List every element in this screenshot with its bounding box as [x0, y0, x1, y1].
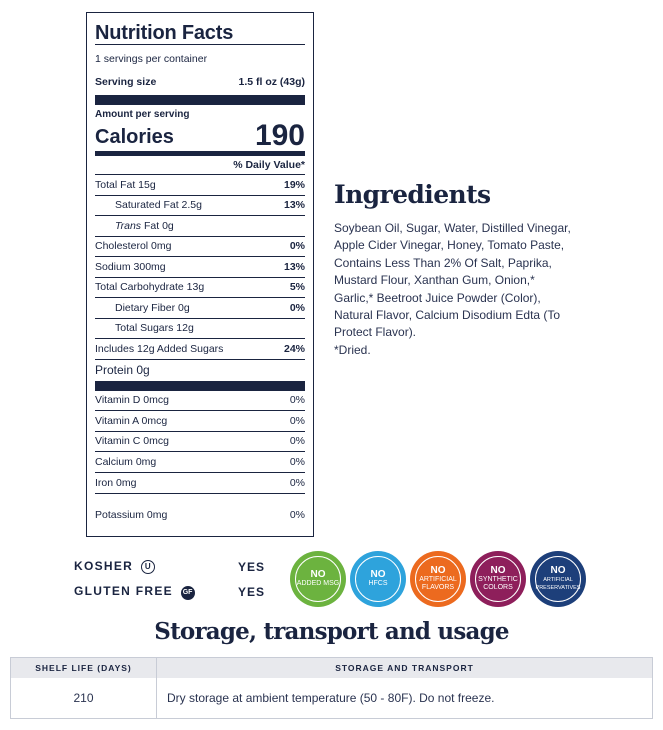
nutrient-label: Sodium 300mg: [95, 260, 166, 273]
nutrient-dv: 19%: [283, 178, 305, 191]
ingredients-note: *Dried.: [334, 342, 371, 357]
vitamin-label: Vitamin D 0mcg: [95, 394, 169, 407]
nutrient-row-total-fat: [95, 175, 305, 196]
calories-value: 190: [254, 119, 305, 152]
nutrient-row-trans-fat: [95, 216, 305, 237]
badge-no-artificial-flavors: [410, 551, 466, 607]
vitamin-dv: 0%: [289, 394, 305, 407]
ingredients-list: Soybean Oil, Sugar, Water, Distilled Vinegar, Apple Cider Vinegar, Honey, Tomato Paste, Contains Less Than 2% Of Salt, Paprika, Mustard Flour, Xanthan Gum, Onion,* Garlic,* Beetroot Juice Powder (Color), Natural Flavor, Calcium Disodium Edta (To Protect Flavor).: [334, 221, 571, 340]
nutrient-row-protein: [95, 360, 305, 381]
nutrient-dv: 0%: [289, 301, 305, 314]
nutrition-facts-panel: [86, 12, 314, 537]
badge-top: NO: [550, 565, 566, 576]
serving-size-value: 1.5 fl oz (43g): [238, 76, 305, 88]
vitamin-label: Vitamin C 0mcg: [95, 435, 169, 448]
nutrient-row-total-sugars: [95, 319, 305, 340]
vitamin-row-c: [95, 432, 305, 453]
badge-sub: ARTIFICIAL FLAVORS: [419, 576, 457, 591]
gluten-free-icon: GF: [181, 586, 195, 600]
badge-sub: SYNTHETIC COLORS: [478, 576, 518, 591]
gluten-free-label: [74, 584, 195, 600]
nutrient-label: Saturated Fat 2.5g: [115, 199, 202, 212]
mineral-label: Potassium 0mg: [95, 508, 168, 521]
nutrient-label: Total Sugars 12g: [115, 322, 194, 335]
badge-no-synthetic-colors: [470, 551, 526, 607]
calories-label: Calories: [95, 126, 174, 148]
nutrient-dv: 0%: [289, 240, 305, 253]
mineral-row-iron: [95, 473, 305, 494]
ingredients-text: [334, 220, 574, 359]
amount-per-serving: Amount per serving: [95, 109, 190, 120]
nutrient-label: [115, 220, 174, 232]
badge-no-hfcs: [350, 551, 406, 607]
kosher-value: YES: [238, 560, 266, 574]
nutrient-row-added-sugars: [95, 339, 305, 360]
nutrient-dv: 13%: [283, 260, 305, 273]
serving-size-label: Serving size: [95, 76, 157, 88]
trans-fat-label: Fat 0g: [141, 219, 174, 232]
table-row: [11, 678, 652, 718]
vitamin-row-d: [95, 391, 305, 412]
nutrient-label: Total Carbohydrate 13g: [95, 281, 205, 294]
kosher-u-icon: U: [141, 560, 155, 574]
protein-label: Protein 0g: [95, 363, 150, 377]
mineral-row-potassium: [95, 494, 305, 528]
mineral-dv: 0%: [289, 476, 305, 489]
mineral-row-calcium: [95, 452, 305, 473]
shelf-life-value: 210: [11, 678, 157, 718]
badge-no-artificial-preservatives: [530, 551, 586, 607]
nutrient-dv: 13%: [283, 199, 305, 212]
badge-top: NO: [310, 569, 326, 580]
nutrition-title: Nutrition Facts: [95, 22, 234, 44]
nutrient-row-saturated-fat: [95, 196, 305, 217]
badge-top: NO: [370, 569, 386, 580]
gluten-free-value: YES: [238, 585, 266, 599]
ingredients-title: Ingredients: [334, 180, 491, 209]
vitamin-dv: 0%: [289, 414, 305, 427]
mineral-dv: 0%: [289, 455, 305, 468]
gluten-free-text: GLUTEN FREE: [74, 584, 173, 598]
badge-top: NO: [490, 565, 506, 576]
storage-value: Dry storage at ambient temperature (50 - 80F). Do not freeze.: [167, 691, 495, 705]
daily-value-header: % Daily Value*: [95, 156, 305, 175]
storage-title: Storage, transport and usage: [154, 618, 509, 645]
badge-top: NO: [430, 565, 446, 576]
nutrient-label: Total Fat 15g: [95, 178, 156, 191]
mineral-label: Iron 0mg: [95, 476, 137, 489]
calories-row: [95, 119, 305, 156]
kosher-label: [74, 559, 155, 574]
nutrient-label: Dietary Fiber 0g: [115, 301, 190, 314]
nutrient-row-total-carbohydrate: [95, 278, 305, 299]
mineral-dv: 0%: [289, 508, 305, 521]
nutrient-dv: 5%: [289, 281, 305, 294]
mineral-label: Calcium 0mg: [95, 455, 157, 468]
vitamin-dv: 0%: [289, 435, 305, 448]
col-shelf-life-header: SHELF LIFE (DAYS): [11, 658, 157, 678]
col-storage-header: STORAGE AND TRANSPORT: [335, 663, 474, 673]
badge-no-added-msg: [290, 551, 346, 607]
vitamin-label: Vitamin A 0mcg: [95, 414, 168, 427]
badge-sub: HFCS: [368, 580, 388, 587]
storage-table: [10, 657, 653, 719]
nutrient-label: Cholesterol 0mg: [95, 240, 172, 253]
kosher-text: KOSHER: [74, 559, 134, 573]
nutrient-row-dietary-fiber: [95, 298, 305, 319]
vitamin-row-a: [95, 411, 305, 432]
serving-size: [95, 69, 305, 95]
storage-table-header: [11, 658, 652, 678]
servings-per-container: 1 servings per container: [95, 53, 208, 65]
nutrient-row-cholesterol: [95, 237, 305, 258]
nutrient-row-sodium: [95, 257, 305, 278]
badge-sub: ARTIFICIAL PRESERVATIVES: [535, 577, 581, 591]
trans-label: Trans: [115, 219, 142, 232]
badge-sub: ADDED MSG: [296, 580, 340, 587]
nutrient-label: Includes 12g Added Sugars: [95, 342, 224, 355]
nutrient-dv: 24%: [283, 342, 305, 355]
